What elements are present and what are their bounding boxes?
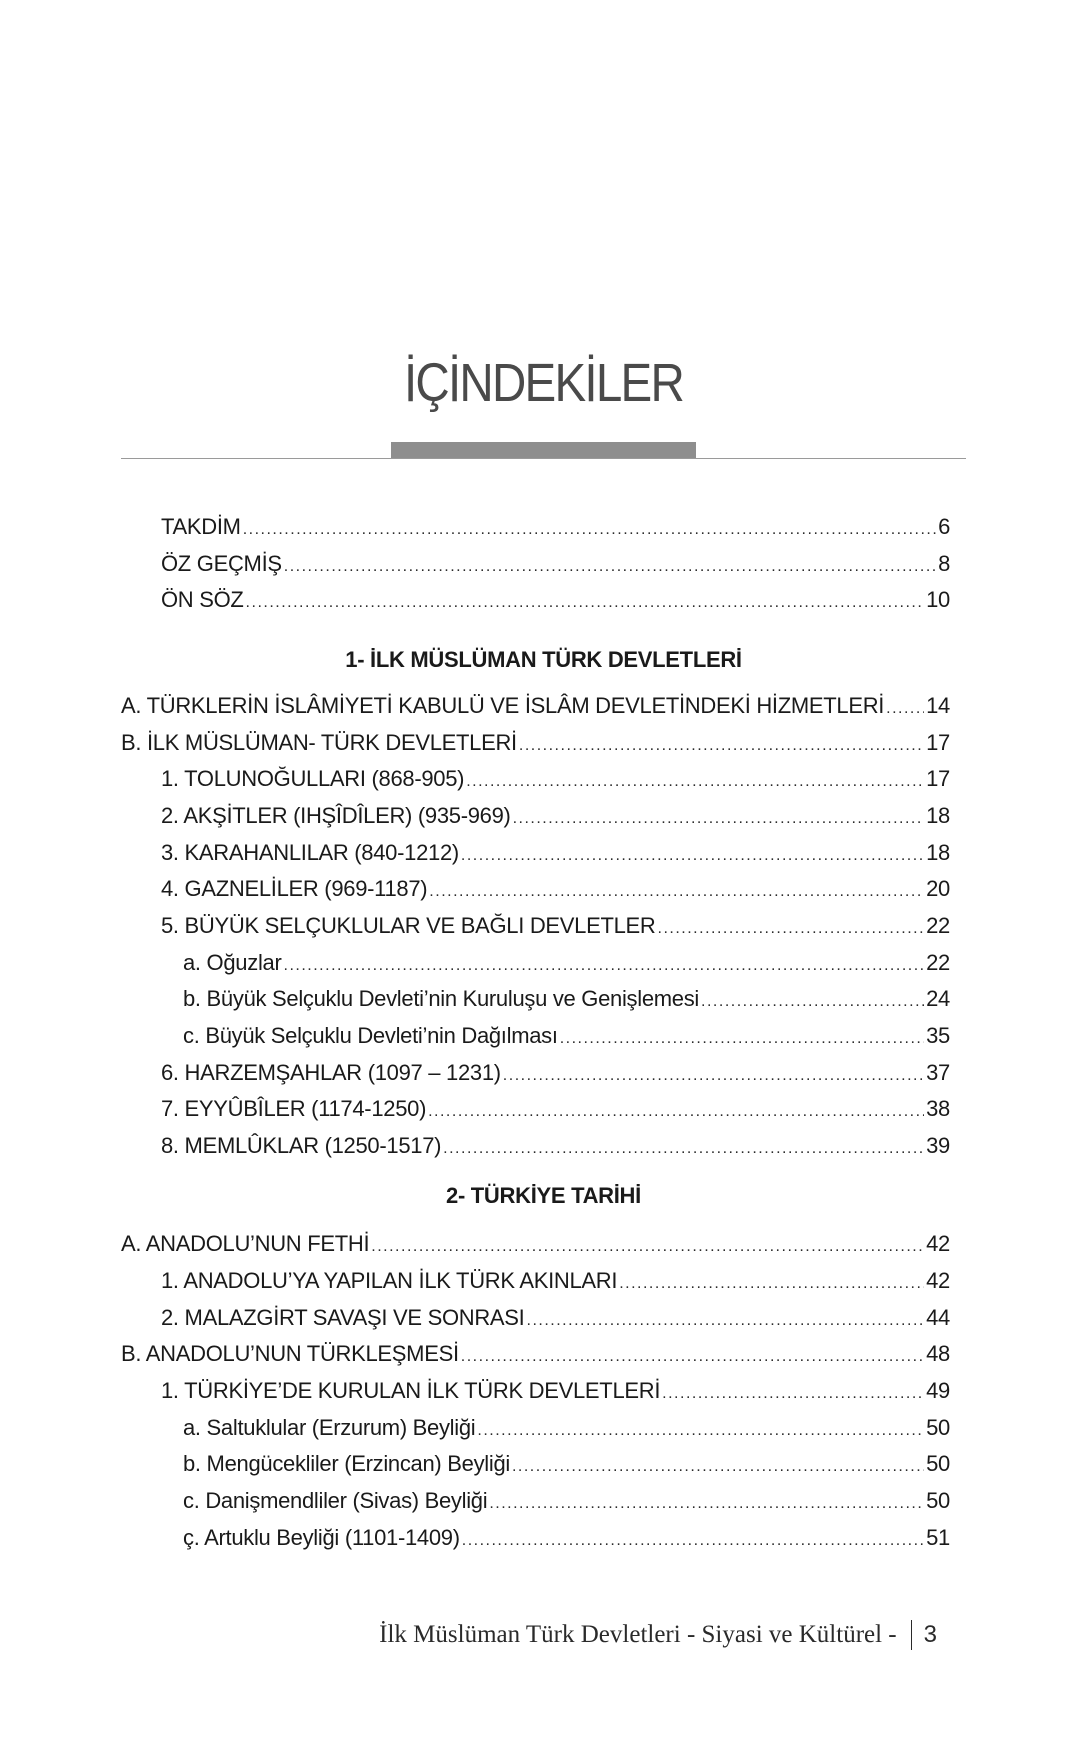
toc-entry-page: 39 xyxy=(926,1133,950,1158)
toc-entry-label: B. İLK MÜSLÜMAN- TÜRK DEVLETLERİ xyxy=(121,730,517,755)
toc-entry-label: b. Büyük Selçuklu Devleti’nin Kuruluşu ve Genişlemesi xyxy=(183,986,700,1011)
footer-page-number: 3 xyxy=(923,1621,937,1648)
toc-entry-page: 35 xyxy=(926,1023,950,1048)
toc-entry-page: 10 xyxy=(926,587,950,612)
toc-entry-page: 48 xyxy=(926,1341,950,1366)
dot-leader xyxy=(512,1452,924,1482)
toc-entry[interactable] xyxy=(161,1131,950,1161)
toc-entry[interactable] xyxy=(161,1266,950,1296)
dot-leader xyxy=(466,767,924,797)
toc-entry-label: 3. KARAHANLILAR (840-1212) xyxy=(161,840,459,865)
dot-leader xyxy=(519,731,924,761)
toc-entry-page: 18 xyxy=(926,840,950,865)
toc-entry-label: 2. MALAZGİRT SAVAŞI VE SONRASI xyxy=(161,1305,525,1330)
dot-leader xyxy=(461,841,924,871)
toc-entry[interactable] xyxy=(183,1486,950,1516)
dot-leader xyxy=(461,1342,924,1372)
toc-entry[interactable] xyxy=(161,911,950,941)
dot-leader xyxy=(658,914,925,944)
toc-entry[interactable] xyxy=(183,984,950,1014)
toc-entry[interactable] xyxy=(121,1229,950,1259)
dot-leader xyxy=(619,1269,924,1299)
toc-entry-label: 6. HARZEMŞAHLAR (1097 – 1231) xyxy=(161,1060,501,1085)
toc-entry-page: 18 xyxy=(926,803,950,828)
toc-entry-label: B. ANADOLU’NUN TÜRKLEŞMESİ xyxy=(121,1341,459,1366)
toc-entry[interactable] xyxy=(161,512,950,542)
toc-entry-page: 38 xyxy=(926,1096,950,1121)
dot-leader xyxy=(560,1024,924,1054)
dot-leader xyxy=(443,1134,924,1164)
toc-entry-label: a. Oğuzlar xyxy=(183,950,282,975)
toc-entry-page: 14 xyxy=(926,693,950,718)
toc-entry[interactable] xyxy=(161,1058,950,1088)
page-title: İÇİNDEKİLER xyxy=(403,353,684,413)
dot-leader xyxy=(513,804,925,834)
dot-leader xyxy=(429,877,924,907)
toc-entry-label: 7. EYYÛBÎLER (1174-1250) xyxy=(161,1096,427,1121)
dot-leader xyxy=(886,694,924,724)
toc-entry[interactable] xyxy=(183,1413,950,1443)
toc-entry-label: ç. Artuklu Beyliği (1101-1409) xyxy=(183,1525,460,1550)
toc-entry-label: 1. ANADOLU’YA YAPILAN İLK TÜRK AKINLARI xyxy=(161,1268,618,1293)
dot-leader xyxy=(428,1097,924,1127)
section-heading: 2- TÜRKİYE TARİHİ xyxy=(446,1183,641,1208)
toc-entry-label: b. Mengücekliler (Erzincan) Beyliği xyxy=(183,1451,510,1476)
toc-entry-page: 44 xyxy=(926,1305,950,1330)
dot-leader xyxy=(284,951,925,981)
toc-entry-page: 37 xyxy=(926,1060,950,1085)
toc-entry-page: 50 xyxy=(926,1451,950,1476)
toc-entry-page: 22 xyxy=(926,950,950,975)
toc-entry[interactable] xyxy=(161,1303,950,1333)
title-divider xyxy=(121,458,966,459)
dot-leader xyxy=(527,1306,925,1336)
toc-entry-page: 42 xyxy=(926,1231,950,1256)
page-footer xyxy=(379,1620,937,1650)
dot-leader xyxy=(243,515,936,545)
dot-leader xyxy=(462,1526,924,1556)
toc-entry[interactable] xyxy=(183,948,950,978)
toc-entry-page: 50 xyxy=(926,1415,950,1440)
toc-entry-label: A. TÜRKLERİN İSLÂMİYETİ KABULÜ VE İSLÂM DEVLETİNDEKİ HİZMETLERİ xyxy=(121,693,885,718)
toc-entry-label: A. ANADOLU’NUN FETHİ xyxy=(121,1231,370,1256)
dot-leader xyxy=(371,1232,924,1262)
toc-entry-page: 42 xyxy=(926,1268,950,1293)
toc-entry-page: 8 xyxy=(938,551,950,576)
toc-entry-page: 24 xyxy=(926,986,950,1011)
toc-entry[interactable] xyxy=(121,728,950,758)
toc-entry-label: 1. TOLUNOĞULLARI (868-905) xyxy=(161,766,465,791)
dot-leader xyxy=(503,1061,924,1091)
toc-entry-page: 6 xyxy=(938,514,950,539)
toc-entry-label: ÖZ GEÇMİŞ xyxy=(161,551,282,576)
dot-leader xyxy=(662,1379,924,1409)
toc-entry[interactable] xyxy=(161,549,950,579)
toc-entry-label: c. Danişmendliler (Sivas) Beyliği xyxy=(183,1488,488,1513)
dot-leader xyxy=(701,987,924,1017)
toc-entry-label: 8. MEMLÛKLAR (1250-1517) xyxy=(161,1133,442,1158)
toc-entry[interactable] xyxy=(161,1376,950,1406)
toc-entry-label: 4. GAZNELİLER (969-1187) xyxy=(161,876,428,901)
section-heading: 1- İLK MÜSLÜMAN TÜRK DEVLETLERİ xyxy=(345,647,742,672)
toc-entry[interactable] xyxy=(161,764,950,794)
dot-leader xyxy=(477,1416,924,1446)
toc-entry-label: 2. AKŞİTLER (IHŞÎDÎLER) (935-969) xyxy=(161,803,511,828)
toc-entry-page: 20 xyxy=(926,876,950,901)
dot-leader xyxy=(246,588,925,618)
toc-entry-label: c. Büyük Selçuklu Devleti’nin Dağılması xyxy=(183,1023,558,1048)
toc-entry-label: TAKDİM xyxy=(161,514,241,539)
toc-entry-page: 50 xyxy=(926,1488,950,1513)
toc-entry[interactable] xyxy=(161,585,950,615)
toc-entry-page: 17 xyxy=(926,766,950,791)
toc-entry[interactable] xyxy=(161,801,950,831)
toc-entry-page: 17 xyxy=(926,730,950,755)
toc-entry[interactable] xyxy=(121,1339,950,1369)
toc-entry-label: ÖN SÖZ xyxy=(161,587,244,612)
toc-entry[interactable] xyxy=(183,1523,950,1553)
footer-book-title: İlk Müslüman Türk Devletleri - Siyasi ve Kültürel - xyxy=(379,1621,897,1648)
toc-entry[interactable] xyxy=(161,838,950,868)
footer-separator xyxy=(911,1620,912,1650)
toc-entry-page: 51 xyxy=(926,1525,950,1550)
title-accent-bar xyxy=(391,442,696,458)
toc-entry-label: a. Saltuklular (Erzurum) Beyliği xyxy=(183,1415,476,1440)
toc-entry[interactable] xyxy=(161,1094,950,1124)
toc-entry[interactable] xyxy=(121,691,950,721)
toc-entry-page: 22 xyxy=(926,913,950,938)
toc-entry-label: 5. BÜYÜK SELÇUKLULAR VE BAĞLI DEVLETLER xyxy=(161,913,656,938)
toc-entry[interactable] xyxy=(161,874,950,904)
dot-leader xyxy=(284,552,936,582)
dot-leader xyxy=(489,1489,924,1519)
toc-entry[interactable] xyxy=(183,1449,950,1479)
toc-entry-label: 1. TÜRKİYE’DE KURULAN İLK TÜRK DEVLETLERİ xyxy=(161,1378,661,1403)
toc-entry[interactable] xyxy=(183,1021,950,1051)
toc-entry-page: 49 xyxy=(926,1378,950,1403)
